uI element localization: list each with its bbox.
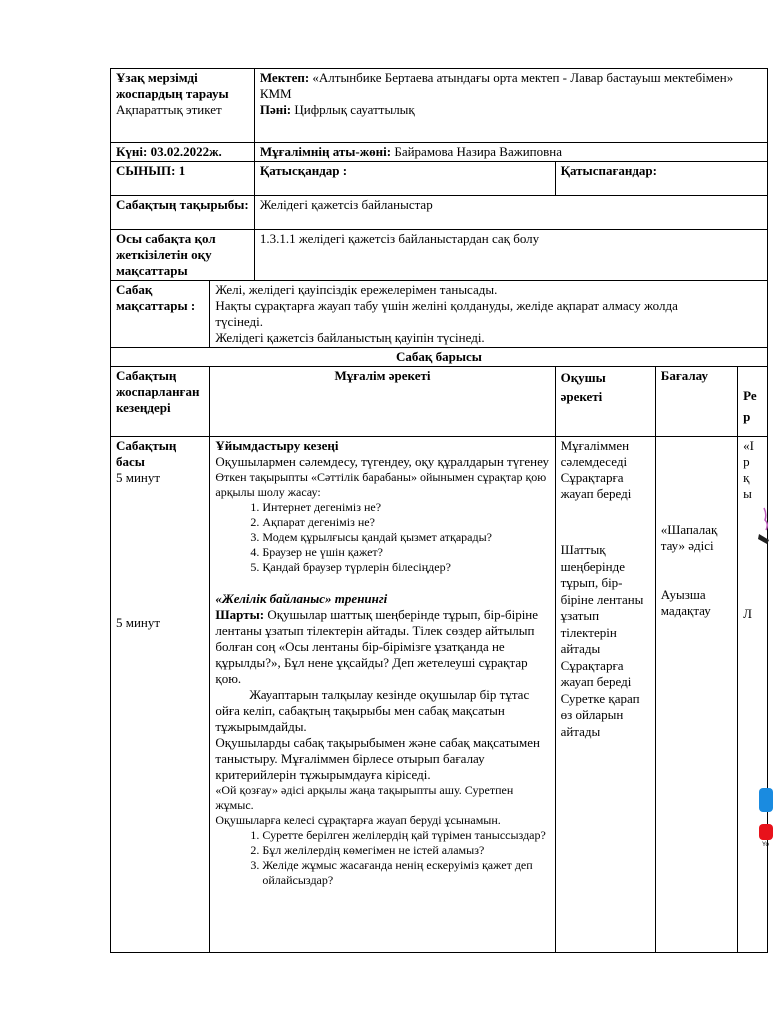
present-label: Қатысқандар :: [254, 162, 555, 196]
method-text: «Ой қозғау» әдісі арқылы жаңа тақырыпты ашу. Суретпен жұмыс.: [215, 783, 514, 812]
plan-label: Ұзақ мерзімді жоспардың тарауы: [116, 70, 229, 101]
stage-cell: [111, 437, 210, 953]
list-item: 1. Суретте берілген желілердің қай түрімен таныссыздар?: [262, 828, 549, 843]
student-action-cell: [555, 437, 655, 953]
goal-item: түсінеді.: [215, 314, 263, 329]
org-text: Оқушылармен сәлемдесу, түгендеу, оқу құралдарын түгенеу: [215, 454, 550, 469]
condition-body: Оқушылар шаттық шеңберінде тұрып, бір-біріне лентаны ұзатып тілектерін айтады. Тілек сөздер айтылып болған соң «Осы лентаны бір-бірімізге ұзатқанда не құрылды?», Бұл нене ұқсайды? Деп жетелеуші сұрақтар қою.: [215, 607, 539, 686]
stage-label: Сабақтың басы: [116, 438, 177, 469]
list-item: 2. Бұл желілердің көмегімен не істей аламыз?: [262, 843, 549, 858]
cartoon-image: [757, 506, 771, 546]
list-item: 4. Браузер не үшін қажет?: [262, 545, 549, 560]
teacher-action-cell: [210, 437, 555, 953]
vimeo-icon: [759, 788, 773, 812]
stage-time-2: 5 минут: [116, 615, 161, 630]
col-resources: Ре р: [738, 367, 768, 437]
condition-label: Шарты:: [215, 607, 265, 622]
condition-text: [215, 607, 549, 687]
lesson-plan-table: [110, 68, 768, 953]
review-text: Өткен тақырыпты «Сәттілік барабаны» ойынымен сұрақтар қою арқылы шолу жасау:: [215, 470, 547, 499]
objectives-label: Осы сабақта қол жеткізілетін оқу мақсаттары: [111, 230, 255, 281]
objectives-value: 1.3.1.1 желідегі қажетсіз байланыстардан сақ болу: [254, 230, 767, 281]
subject-value: Цифрлық сауаттылық: [291, 102, 415, 117]
picture-questions: [215, 828, 549, 888]
school-label: Мектеп:: [259, 70, 310, 85]
teacher-cell: [254, 143, 767, 162]
list-item: 2. Ақпарат дегеніміз не?: [262, 515, 549, 530]
school-value: «Алтынбике Бертаева атындағы орта мектеп - Лавар бастауыш мектебімен» КММ: [259, 70, 734, 101]
col-stages: Сабақтың жоспарланған кезеңдері: [111, 367, 210, 437]
goal-item: Желідегі қажетсіз байланыстың қауіпін түсінеді.: [215, 330, 485, 345]
list-item: 5. Қандай браузер түрлерін білесіңдер?: [262, 560, 549, 575]
stage-time-1: 5 минут: [116, 470, 161, 485]
assess-cell: [655, 437, 737, 953]
goal-item: Нақты сұрақтарға жауап табу үшін желіні қолдануды, желіде ақпарат алмасу жолда: [215, 298, 678, 313]
topic-value: Желідегі қажетсіз байланыстар: [254, 196, 767, 230]
col-teacher: Мұғалім әрекеті: [210, 367, 555, 437]
goal-item: Желі, желідегі қауіпсіздік ережелерімен танысады.: [215, 282, 498, 297]
res-1: «I р қ ы: [743, 438, 754, 501]
assess-1: «Шапалақ тау» әдісі: [660, 522, 718, 553]
progress-title: Сабақ барысы: [111, 348, 768, 367]
date: Күні: 03.02.2022ж.: [111, 143, 255, 162]
list-item: 1. Интернет дегеніміз не?: [262, 500, 549, 515]
school-cell: [254, 69, 767, 143]
youtube-label: Yo: [762, 842, 769, 848]
absent-label: Қатыспағандар:: [555, 162, 767, 196]
col-assess: Бағалау: [655, 367, 737, 437]
goals-cell: [210, 281, 768, 348]
student-action-1: Мұғаліммен сәлемдеседі Сұрақтарға жауап береді: [560, 438, 632, 501]
teacher-value: Байрамова Назира Важиповна: [391, 144, 563, 159]
youtube-icon: [759, 824, 773, 840]
ask-text: Оқушыларға келесі сұрақтарға жауап беруді ұсынамын.: [215, 813, 501, 827]
goals-label: Сабақ мақсаттары :: [111, 281, 210, 348]
intro-text: Оқушыларды сабақ тақырыбымен және сабақ мақсатымен таныстыру. Мұғаліммен бірлесе отырып бағалау критерийлерін тұжырымдауға кіріседі.: [215, 735, 540, 782]
assess-2: Ауызша мадақтау: [660, 587, 711, 618]
subject-label: Пәні:: [259, 102, 292, 117]
list-item: 3. Модем құрылғысы қандай қызмет атқарады?: [262, 530, 549, 545]
col-student: Оқушы әрекеті: [555, 367, 655, 437]
res-2: Л: [743, 606, 752, 621]
class-label: СЫНЫП: 1: [111, 162, 255, 196]
review-questions: [215, 500, 549, 575]
training-title: «Желілік байланыс» тренингі: [215, 591, 388, 606]
discussion-text: Жауаптарын талқылау кезінде оқушылар бір тұтас ойға келіп, сабақтың тақырыбы мен сабақ мақсатын тұжырымдайды.: [215, 687, 530, 734]
student-action-2: Шаттық шеңберінде тұрып, бір-біріне лентаны ұзатып тілектерін айтады Сұрақтарға жауап береді Суретке қарап өз ойларын айтады: [560, 542, 644, 739]
topic-label: Сабақтың тақырыбы:: [111, 196, 255, 230]
list-item: 3. Желіде жұмыс жасағанда ненің ескеруіміз қажет деп ойлайсыздар?: [262, 858, 549, 888]
plan-section-cell: [111, 69, 255, 143]
plan-value: Ақпараттық этикет: [116, 102, 222, 117]
org-title: Ұйымдастыру кезеңі: [215, 438, 339, 453]
teacher-label: Мұғалімнің аты-жөні:: [259, 144, 392, 159]
